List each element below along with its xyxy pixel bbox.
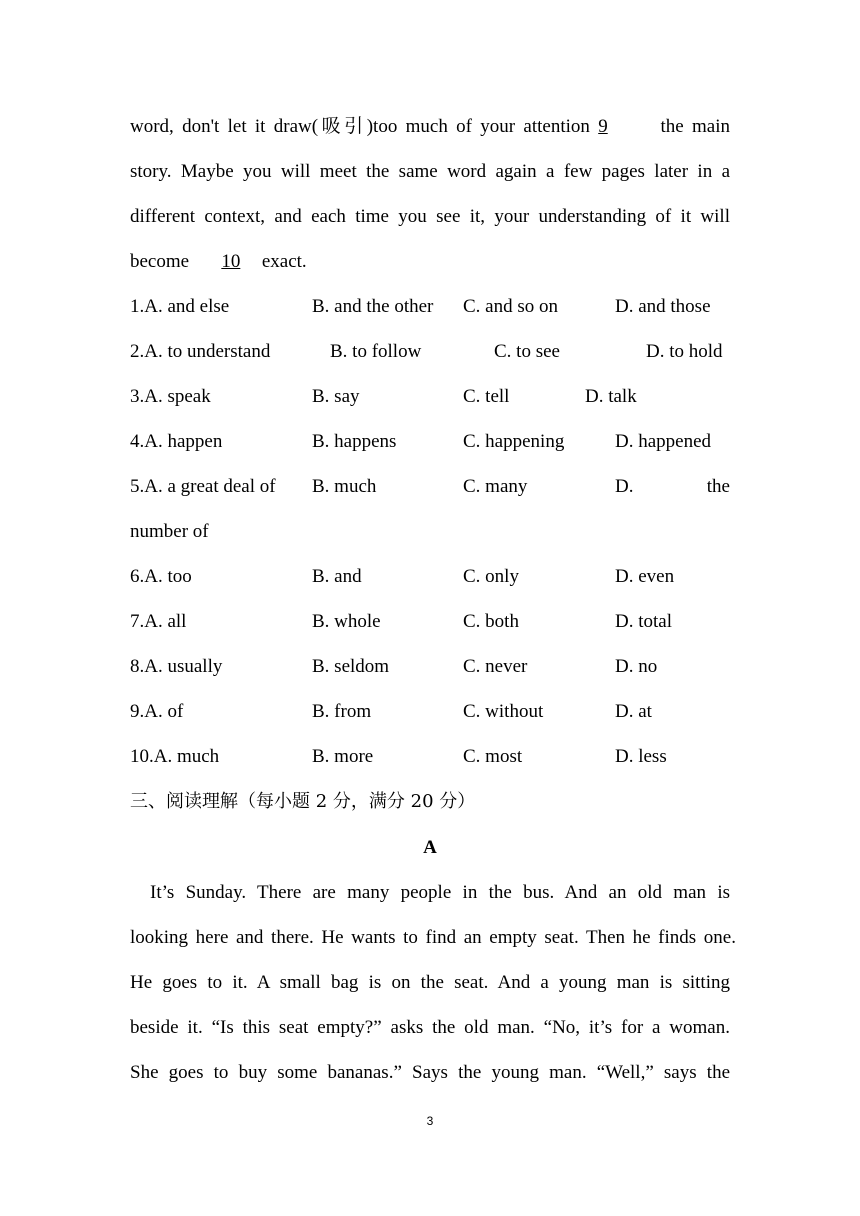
reading-line-2: looking here and there. He wants to find an empty seat. Then he finds one. bbox=[130, 927, 736, 948]
passage-line-2: story. Maybe you will meet the same word again a few pages later in a bbox=[130, 161, 730, 182]
reading-line-4: beside it. “Is this seat empty?” asks the old man. “No, it’s for a woman. bbox=[130, 1017, 730, 1038]
option-c: C. both bbox=[463, 611, 519, 632]
option-b: B. to follow bbox=[330, 341, 422, 362]
option-b: B. and bbox=[312, 566, 362, 587]
option-a: 9.A. of bbox=[130, 701, 184, 722]
passage-text: exact. bbox=[261, 251, 307, 272]
reading-line-5: She goes to buy some bananas.” Says the young man. “Well,” says the bbox=[130, 1062, 730, 1083]
option-c: C. most bbox=[463, 746, 523, 767]
option-a: 4.A. happen bbox=[130, 431, 223, 452]
option-b: B. seldom bbox=[312, 656, 390, 677]
option-b: B. happens bbox=[312, 431, 397, 452]
option-a: 6.A. too bbox=[130, 566, 192, 587]
option-c: C. happening bbox=[463, 431, 565, 452]
option-d: D. happened bbox=[615, 431, 712, 452]
option-a: 7.A. all bbox=[130, 611, 187, 632]
option-b: B. and the other bbox=[312, 296, 434, 317]
reading-line-3: He goes to it. A small bag is on the seat. And a young man is sitting bbox=[130, 972, 730, 993]
passage-line-1 bbox=[130, 115, 730, 139]
blank-9: 9 bbox=[598, 116, 608, 137]
option-d: D. no bbox=[615, 656, 658, 677]
option-d: D. bbox=[615, 476, 634, 497]
option-b: B. more bbox=[312, 746, 374, 767]
option-d: D. to hold bbox=[646, 341, 723, 362]
option-b: B. whole bbox=[312, 611, 381, 632]
option-c: C. to see bbox=[494, 341, 560, 362]
option-a: 8.A. usually bbox=[130, 656, 223, 677]
page-number: 3 bbox=[426, 1114, 434, 1128]
option-c: C. and so on bbox=[463, 296, 558, 317]
option-a: 5.A. a great deal of bbox=[130, 476, 276, 497]
option-a: 3.A. speak bbox=[130, 386, 211, 407]
option-b: B. from bbox=[312, 701, 372, 722]
option-d: D. less bbox=[615, 746, 667, 767]
passage-text: the main bbox=[660, 116, 731, 137]
option-d: D. and those bbox=[615, 296, 711, 317]
option-c: C. only bbox=[463, 566, 519, 587]
passage-line-4 bbox=[130, 250, 730, 274]
passage-text: become bbox=[130, 251, 190, 272]
option-c: C. tell bbox=[463, 386, 510, 407]
option-d-continued: the bbox=[706, 476, 730, 497]
reading-title: A bbox=[423, 837, 437, 858]
option-d: D. talk bbox=[585, 386, 637, 407]
option-a: 2.A. to understand bbox=[130, 341, 271, 362]
option-d: D. total bbox=[615, 611, 672, 632]
option-d: D. at bbox=[615, 701, 652, 722]
option-a: 10.A. much bbox=[130, 746, 220, 767]
passage-text: word, don't let it draw(吸引)too much of your attention bbox=[130, 116, 590, 137]
option-d: D. even bbox=[615, 566, 675, 587]
option-c: C. many bbox=[463, 476, 528, 497]
option-d-continued: number of bbox=[130, 521, 209, 542]
passage-line-3: different context, and each time you see it, your understanding of it will bbox=[130, 206, 730, 227]
option-a: 1.A. and else bbox=[130, 296, 230, 317]
reading-line-1: It’s Sunday. There are many people in the bus. And an old man is bbox=[150, 882, 730, 903]
option-b: B. much bbox=[312, 476, 377, 497]
blank-10: 10 bbox=[221, 251, 241, 272]
section-heading: 三、阅读理解（每小题 2 分，满分 20 分） bbox=[130, 791, 476, 812]
option-c: C. never bbox=[463, 656, 528, 677]
option-c: C. without bbox=[463, 701, 544, 722]
option-b: B. say bbox=[312, 386, 360, 407]
